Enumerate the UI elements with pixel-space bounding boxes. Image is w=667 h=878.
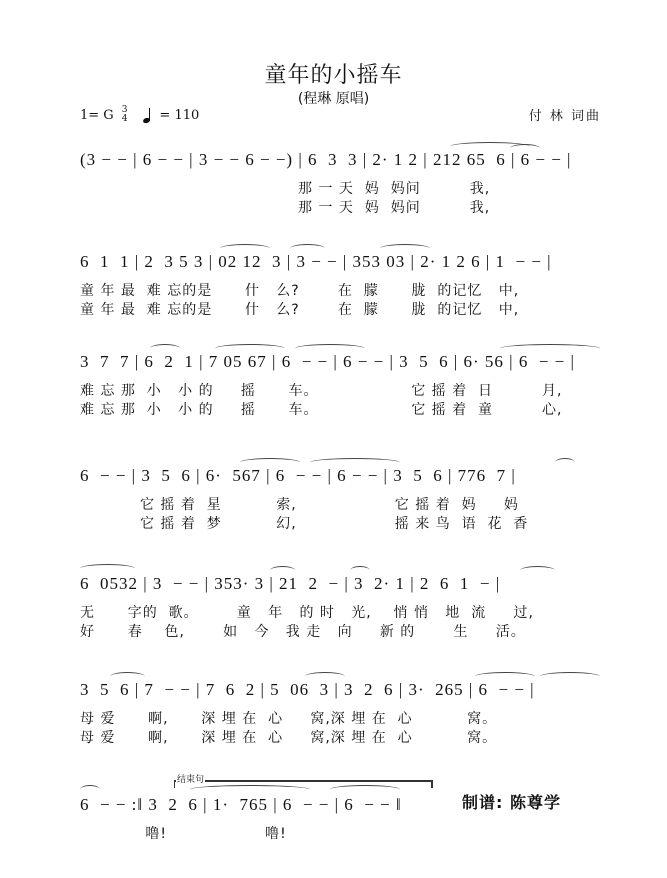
key-tempo-block — [80, 106, 199, 124]
slur — [270, 566, 295, 575]
lyric-verse-2: 童 年 最 难 忘的是 什 么? 在 朦 胧 的记忆 中, — [80, 302, 520, 318]
slur — [305, 672, 345, 681]
song-subtitle: (程琳 原唱) — [297, 91, 370, 107]
lyric-verse-1: 母 爱 啊, 深 埋 在 心 窝,深 埋 在 心 窝。 — [80, 711, 498, 727]
slur — [290, 244, 325, 253]
slur — [520, 566, 555, 575]
slur — [80, 564, 135, 573]
slur — [350, 566, 370, 575]
lyric-verse-1: 无 字的 歌。 童 年 的 时 光, 悄 悄 地 流 过, — [80, 605, 534, 621]
lyric-verse-2: 它 摇 着 梦 幻, 摇 来 鸟 语 花 香 — [80, 516, 529, 532]
lyric-verse-1: 噜! 噜! — [80, 826, 287, 842]
slur — [475, 672, 535, 681]
lyric-verse-1: 那 一 天 妈 妈问 我, — [80, 181, 491, 197]
slur — [80, 785, 100, 794]
key-signature: 1= G — [80, 107, 114, 123]
slur — [500, 344, 600, 353]
notation-line: 3 7 7 | 6 2 1 | 7 05 67 | 6 − − | 6 − − | 3 5 6 | 6· 56 | 6 − − | — [80, 352, 575, 371]
slur — [110, 672, 145, 681]
lyric-verse-1: 难 忘 那 小 小 的 摇 车。 它 摇 着 日 月, — [80, 383, 563, 399]
lyric-verse-2: 那 一 天 妈 妈问 我, — [80, 200, 491, 216]
time-signature: 3 4 — [121, 105, 128, 124]
slur — [215, 344, 285, 353]
lyric-verse-1: 它 摇 着 星 索, 它 摇 着 妈 妈 — [80, 497, 519, 513]
lyric-verse-2: 好 春 色, 如 今 我 走 向 新 的 生 活。 — [80, 624, 526, 640]
slur — [295, 344, 365, 353]
slur — [240, 458, 300, 467]
slur — [220, 244, 270, 253]
lyric-verse-1: 童 年 最 难 忘的是 什 么? 在 朦 胧 的记忆 中, — [80, 283, 520, 299]
ending-label: 结束句 — [176, 772, 205, 785]
notation-line: 6 − − | 3 5 6 | 6· 567 | 6 − − | 6 − − | 3 5 6 | 776 7 | — [80, 466, 516, 485]
slur — [380, 244, 430, 253]
notation-line: 6 1 1 | 2 3 5 3 | 02 12 3 | 3 − − | 353 03 | 2· 1 2 6 | 1 − − | — [80, 252, 552, 271]
notation-line: 6 0532 | 3 − − | 353· 3 | 21 2 − | 3 2· 1 | 2 6 1 − | — [80, 574, 501, 593]
slur — [330, 785, 400, 794]
lyric-verse-2: 母 爱 啊, 深 埋 在 心 窝,深 埋 在 心 窝。 — [80, 730, 498, 746]
slur — [510, 144, 540, 153]
tempo-value: = 110 — [159, 107, 200, 123]
notation-line: (3 − − | 6 − − | 3 − − 6 − −) | 6 3 3 | 2· 1 2 | 212 65 6 | 6 − − | — [80, 150, 572, 169]
notation-line: 3 5 6 | 7 − − | 7 6 2 | 5 06 3 | 3 2 6 | 3· 265 | 6 − − | — [80, 680, 535, 699]
slur — [310, 458, 400, 467]
slur — [540, 672, 600, 681]
slur — [190, 785, 310, 794]
quarter-note-icon — [143, 107, 153, 123]
song-title: 童年的小摇车 — [264, 63, 403, 88]
slur — [555, 458, 575, 467]
notation-line: 6 − − :‖ 3 2 6 | 1· 765 | 6 − − | 6 − − ‖ — [80, 795, 402, 814]
slur — [150, 344, 180, 353]
author-credit: 付 林 词曲 — [528, 109, 601, 124]
transcriber-credit: 制谱: 陈尊学 — [462, 793, 561, 812]
lyric-verse-2: 难 忘 那 小 小 的 摇 车。 它 摇 着 童 心, — [80, 402, 563, 418]
